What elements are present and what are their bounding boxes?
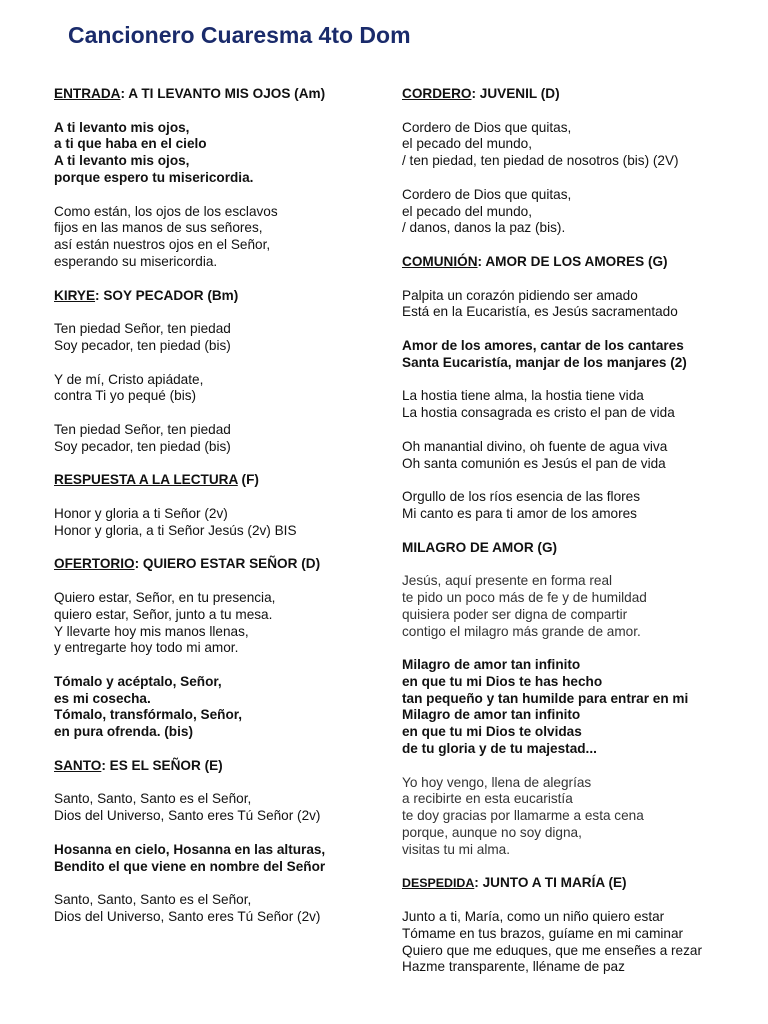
lyric-line: A ti levanto mis ojos, xyxy=(54,153,190,169)
song-heading-title: : SOY PECADOR (Bm) xyxy=(95,287,239,303)
verse-stanza xyxy=(54,506,399,540)
lyric-line: Santo, Santo, Santo es el Señor, xyxy=(54,791,252,807)
lyric-line: Hazme transparente, lléname de paz xyxy=(402,959,625,975)
lyric-line: Palpita un corazón pidiendo ser amado xyxy=(402,287,638,303)
right-column xyxy=(402,86,752,993)
lyric-line: Santa Eucaristía, manjar de los manjares (2) xyxy=(402,354,687,370)
lyric-line: Dios del Universo, Santo eres Tú Señor (2v) xyxy=(54,909,321,925)
song-heading-title: : A TI LEVANTO MIS OJOS (Am) xyxy=(120,86,326,101)
song-heading-label: CORDERO xyxy=(402,86,472,101)
lyric-line: Y llevarte hoy mis manos llenas, xyxy=(54,623,249,639)
lyric-line: / danos, danos la paz (bis). xyxy=(402,220,566,236)
lyric-line: Soy pecador, ten piedad (bis) xyxy=(54,438,231,454)
lyric-line: fijos en las manos de sus señores, xyxy=(54,220,263,236)
song-heading-label: SANTO xyxy=(54,757,102,773)
lyric-line: el pecado del mundo, xyxy=(402,203,532,219)
lyric-line: en pura ofrenda. (bis) xyxy=(54,724,193,740)
song-heading xyxy=(402,540,752,557)
song-heading-label: DESPEDIDA xyxy=(402,876,475,891)
lyric-line: y entregarte hoy todo mi amor. xyxy=(54,640,239,656)
song-heading xyxy=(54,86,399,103)
lyric-line: visitas tu mi alma. xyxy=(402,841,511,857)
page-title: Cancionero Cuaresma 4to Dom xyxy=(68,22,411,48)
song-section xyxy=(54,758,399,926)
lyric-line: La hostia consagrada es cristo el pan de vida xyxy=(402,405,675,421)
lyric-line: Y de mí, Cristo apiádate, xyxy=(54,371,204,387)
verse-stanza xyxy=(402,288,752,322)
lyric-line: te pido un poco más de fe y de humildad xyxy=(402,589,647,605)
song-heading-label: RESPUESTA A LA LECTURA xyxy=(54,472,238,488)
lyric-line: Tómalo y acéptalo, Señor, xyxy=(54,673,222,689)
lyric-line: Santo, Santo, Santo es el Señor, xyxy=(54,892,252,908)
verse-stanza xyxy=(402,573,752,640)
song-heading xyxy=(54,288,399,305)
lyric-line: Milagro de amor tan infinito xyxy=(402,707,581,723)
lyric-line: en que tu mi Dios te olvidas xyxy=(402,724,582,740)
lyric-line: te doy gracias por llamarme a esta cena xyxy=(402,808,644,824)
verse-stanza xyxy=(54,590,399,657)
lyric-line: Honor y gloria, a ti Señor Jesús (2v) BIS xyxy=(54,522,297,538)
verse-stanza xyxy=(402,388,752,422)
verse-stanza xyxy=(54,321,399,355)
verse-stanza xyxy=(54,204,399,271)
lyric-line: Jesús, aquí presente en forma real xyxy=(402,573,613,589)
lyric-line: Oh manantial divino, oh fuente de agua viva xyxy=(402,438,668,454)
lyric-line: contra Ti yo pequé (bis) xyxy=(54,388,197,404)
lyric-line: en que tu mi Dios te has hecho xyxy=(402,673,603,689)
verse-stanza xyxy=(402,120,752,170)
song-section xyxy=(402,254,752,523)
lyric-line: el pecado del mundo, xyxy=(402,136,532,152)
song-heading-label: OFERTORIO xyxy=(54,556,135,572)
lyric-line: Ten piedad Señor, ten piedad xyxy=(54,421,231,437)
lyric-line: porque, aunque no soy digna, xyxy=(402,825,582,841)
verse-stanza xyxy=(54,892,399,926)
song-heading xyxy=(402,254,752,271)
song-heading-label: MILAGRO DE AMOR (G) xyxy=(402,539,558,555)
verse-stanza xyxy=(54,791,399,825)
lyric-line: La hostia tiene alma, la hostia tiene vida xyxy=(402,388,644,404)
lyric-line: Soy pecador, ten piedad (bis) xyxy=(54,337,231,353)
lyric-line: Cordero de Dios que quitas, xyxy=(402,119,572,135)
song-heading-title: : JUNTO A TI MARÍA (E) xyxy=(474,875,627,891)
lyric-line: Milagro de amor tan infinito xyxy=(402,657,581,673)
lyric-line: Está en la Eucaristía, es Jesús sacramentado xyxy=(402,304,678,320)
lyric-line: de tu gloria y de tu majestad... xyxy=(402,741,597,757)
lyric-line: Yo hoy vengo, llena de alegrías xyxy=(402,774,592,790)
lyric-line: a recibirte en esta eucaristía xyxy=(402,791,573,807)
song-section xyxy=(402,86,752,237)
lyric-line: así están nuestros ojos en el Señor, xyxy=(54,237,271,253)
lyric-line: esperando su misericordia. xyxy=(54,253,218,269)
song-heading-title: : ES EL SEÑOR (E) xyxy=(101,757,223,773)
lyric-line: / ten piedad, ten piedad de nosotros (bis) (2V) xyxy=(402,153,679,169)
lyric-line: Ten piedad Señor, ten piedad xyxy=(54,321,231,337)
verse-stanza xyxy=(402,439,752,473)
lyric-line: contigo el milagro más grande de amor. xyxy=(402,623,641,639)
song-section xyxy=(402,875,752,976)
lyric-line: Quiero que me eduques, que me enseñes a rezar xyxy=(402,942,703,958)
song-heading xyxy=(402,875,752,892)
song-heading-label: KIRYE xyxy=(54,287,96,303)
chorus-stanza xyxy=(54,842,399,876)
lyric-line: quisiera poder ser digna de compartir xyxy=(402,606,628,622)
chorus-stanza xyxy=(402,338,752,372)
lyric-line: Honor y gloria a ti Señor (2v) xyxy=(54,505,228,521)
lyric-line: Como están, los ojos de los esclavos xyxy=(54,203,278,219)
lyric-line: A ti levanto mis ojos, xyxy=(54,119,190,135)
chorus-stanza xyxy=(54,120,399,187)
song-heading-title: : JUVENIL (D) xyxy=(471,86,560,101)
song-heading xyxy=(54,472,399,489)
lyric-line: Cordero de Dios que quitas, xyxy=(402,186,572,202)
verse-stanza xyxy=(54,422,399,456)
song-section xyxy=(54,288,399,456)
song-heading-title: : QUIERO ESTAR SEÑOR (D) xyxy=(134,556,321,572)
song-heading-label: ENTRADA xyxy=(54,86,121,101)
lyric-line: Bendito el que viene en nombre del Señor xyxy=(54,858,326,874)
song-heading xyxy=(54,556,399,573)
lyric-line: Tómalo, transfórmalo, Señor, xyxy=(54,707,243,723)
lyric-line: Hosanna en cielo, Hosanna en las alturas, xyxy=(54,841,326,857)
song-heading xyxy=(54,758,399,775)
lyric-line: porque espero tu misericordia. xyxy=(54,169,254,185)
lyric-line: Junto a ti, María, como un niño quiero estar xyxy=(402,909,665,925)
song-heading xyxy=(402,86,752,103)
song-heading-title: (F) xyxy=(237,472,259,488)
song-section xyxy=(54,556,399,741)
lyric-line: Mi canto es para ti amor de los amores xyxy=(402,505,637,521)
song-heading-label: COMUNIÓN xyxy=(402,253,478,269)
lyric-line: a ti que haba en el cielo xyxy=(54,136,207,152)
lyric-line: es mi cosecha. xyxy=(54,690,151,706)
lyric-line: Quiero estar, Señor, en tu presencia, xyxy=(54,589,276,605)
chorus-stanza xyxy=(402,657,752,758)
lyric-line: tan pequeño y tan humilde para entrar en mi xyxy=(402,690,689,706)
left-column xyxy=(54,86,399,943)
song-section xyxy=(54,472,399,539)
song-section xyxy=(402,540,752,859)
song-heading-title: : AMOR DE LOS AMORES (G) xyxy=(477,253,668,269)
verse-stanza xyxy=(402,489,752,523)
lyric-line: Oh santa comunión es Jesús el pan de vida xyxy=(402,455,666,471)
verse-stanza xyxy=(54,372,399,406)
song-section xyxy=(54,86,399,271)
verse-stanza xyxy=(402,187,752,237)
lyric-line: Dios del Universo, Santo eres Tú Señor (2v) xyxy=(54,808,321,824)
verse-stanza xyxy=(402,775,752,859)
lyric-line: Tómame en tus brazos, guíame en mi caminar xyxy=(402,925,684,941)
chorus-stanza xyxy=(54,674,399,741)
lyric-line: Orgullo de los ríos esencia de las flores xyxy=(402,489,641,505)
verse-stanza xyxy=(402,909,752,976)
lyric-line: Amor de los amores, cantar de los cantares xyxy=(402,337,684,353)
lyric-line: quiero estar, Señor, junto a tu mesa. xyxy=(54,606,273,622)
